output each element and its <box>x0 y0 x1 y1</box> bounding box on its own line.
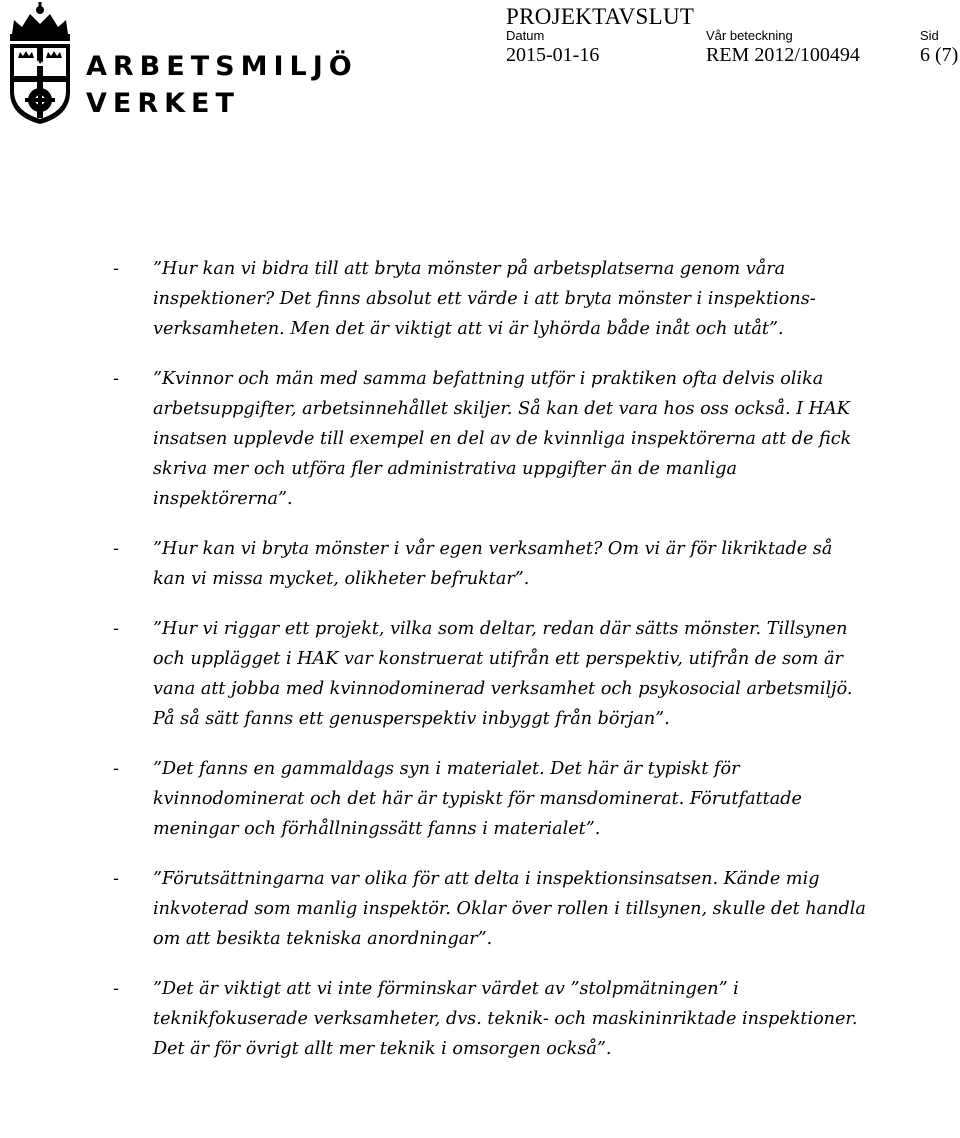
list-item <box>113 364 893 514</box>
reference-label: Vår beteckning <box>706 28 793 43</box>
date-label: Datum <box>506 28 545 43</box>
quote-list <box>113 254 893 1084</box>
quote-text: ”Kvinnor och män med samma befattning utför i praktiken ofta delvis olika arbetsuppgifter, arbetsinnehållet skiljer. Så kan det vara hos oss också. I HAK insatsen upplevde till exempel en del av de kvinnliga inspektörerna att de fick skriva mer och utföra fler administrativa uppgifter än de manliga inspektörerna”. <box>153 369 852 509</box>
quote-text: ”Förutsättningarna var olika för att delta i inspektionsinsatsen. Kände mig inkvoterad som manlig inspektör. Oklar över rollen i tillsynen, skulle det handla om att besikta tekniska anordningar”. <box>153 869 866 949</box>
bullet-dash: - <box>113 369 119 389</box>
list-item <box>113 754 893 844</box>
bullet-dash: - <box>113 869 119 889</box>
quote-text: ”Hur kan vi bidra till att bryta mönster på arbetsplatserna genom våra inspektioner? Det finns absolut ett värde i att bryta mönster i inspektions- verksamheten. Men det är viktigt att vi är lyhörda både inåt och utåt”. <box>153 259 816 339</box>
quote-text: ”Hur vi riggar ett projekt, vilka som deltar, redan där sätts mönster. Tillsynen och upplägget i HAK var konstruerat utifrån ett perspektiv, utifrån de som är vana att jobba med kvinnodominerad verksamhet och psykosocial arbetsmiljö. På så sätt fanns ett genusperspektiv inbyggt från början”. <box>153 619 853 729</box>
bullet-dash: - <box>113 619 119 639</box>
coat-of-arms-icon <box>0 0 80 125</box>
list-item <box>113 614 893 734</box>
bullet-dash: - <box>113 539 119 559</box>
reference-value: REM 2012/100494 <box>706 44 860 66</box>
page-number: 6 (7) <box>920 44 959 66</box>
agency-logo <box>0 0 358 130</box>
list-item <box>113 254 893 344</box>
quote-text: ”Det fanns en gammaldags syn i materialet. Det här är typiskt för kvinnodominerat och det här är typiskt för mansdominerat. Förutfattade meningar och förhållningssätt fanns i materialet”. <box>153 759 802 839</box>
bullet-dash: - <box>113 259 119 279</box>
agency-name-line2: VERKET <box>86 88 240 119</box>
page-label: Sid <box>920 28 939 43</box>
agency-name-line1: ARBETSMILJÖ <box>86 51 358 82</box>
list-item <box>113 974 893 1064</box>
quote-text: ”Det är viktigt att vi inte förminskar värdet av ”stolpmätningen” i teknikfokuserade verksamheter, dvs. teknik- och maskininriktade inspektioner. Det är för övrigt allt mer teknik i omsorgen också”. <box>153 979 858 1059</box>
document-type: PROJEKTAVSLUT <box>506 4 695 29</box>
bullet-dash: - <box>113 759 119 779</box>
list-item <box>113 864 893 954</box>
bullet-dash: - <box>113 979 119 999</box>
list-item <box>113 534 893 594</box>
quote-text: ”Hur kan vi bryta mönster i vår egen verksamhet? Om vi är för likriktade så kan vi missa mycket, olikheter befruktar”. <box>153 539 833 589</box>
date-value: 2015-01-16 <box>506 44 600 66</box>
